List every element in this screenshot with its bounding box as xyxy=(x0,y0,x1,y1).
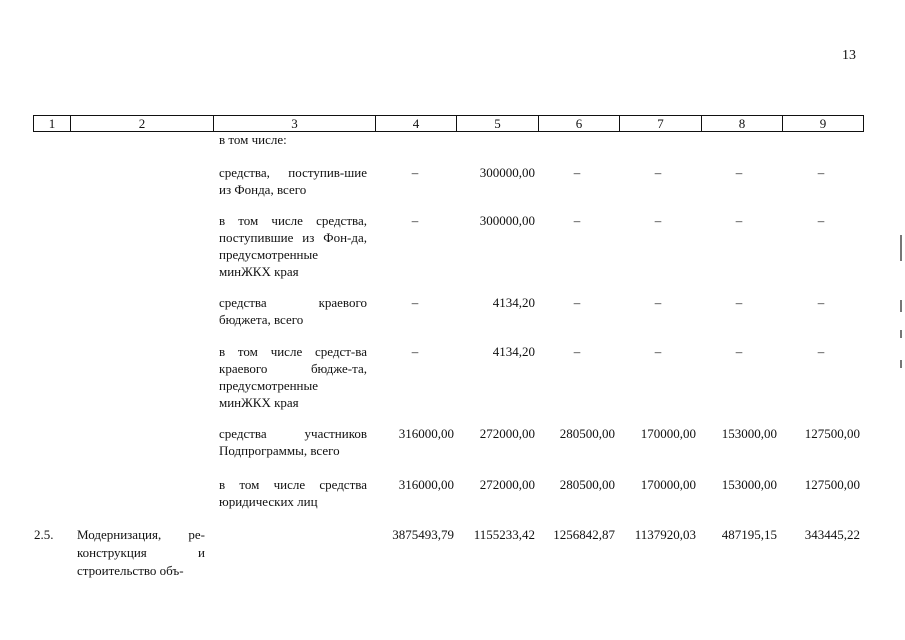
value-cell: – xyxy=(411,165,419,180)
value-cell: 127500,00 xyxy=(804,477,860,492)
value-cell: – xyxy=(411,344,419,359)
column-number: 9 xyxy=(782,116,864,131)
value-cell: – xyxy=(817,295,825,310)
column-number: 8 xyxy=(701,116,782,131)
value-cell: – xyxy=(735,165,743,180)
value-cell: – xyxy=(817,213,825,228)
column-number: 7 xyxy=(619,116,701,131)
row-description: средства, поступив-шие из Фонда, всего xyxy=(219,165,367,197)
value-cell: 153000,00 xyxy=(721,477,777,492)
value-cell: 272000,00 xyxy=(479,477,535,492)
row-description: средства участников Подпрограммы, всего xyxy=(219,426,367,458)
value-cell: – xyxy=(573,295,581,310)
value-cell: 316000,00 xyxy=(398,477,454,492)
value-cell: 280500,00 xyxy=(559,477,615,492)
value-cell: 170000,00 xyxy=(640,477,696,492)
value-cell: 127500,00 xyxy=(804,426,860,441)
column-number: 6 xyxy=(538,116,619,131)
column-number: 3 xyxy=(213,116,375,131)
value-cell: – xyxy=(654,344,662,359)
value-cell: 280500,00 xyxy=(559,426,615,441)
value-cell: – xyxy=(735,213,743,228)
value-cell: – xyxy=(654,213,662,228)
row-description: в том числе: xyxy=(219,132,287,147)
column-number: 4 xyxy=(375,116,456,131)
item-name: Модернизация, ре-конструкция и строительство объ- xyxy=(77,527,205,578)
row-description: средства краевого бюджета, всего xyxy=(219,295,367,327)
value-cell: 153000,00 xyxy=(721,426,777,441)
row-description: в том числе средства, поступившие из Фон-да, предусмотренные минЖКХ края xyxy=(219,213,367,279)
row-description: в том числе средст-ва краевого бюдже-та, предусмотренные минЖКХ края xyxy=(219,344,367,410)
value-cell: 4134,20 xyxy=(492,295,535,310)
value-cell: – xyxy=(654,295,662,310)
column-number: 2 xyxy=(70,116,213,131)
row-description: в том числе средства юридических лиц xyxy=(219,477,367,509)
value-cell: – xyxy=(735,344,743,359)
value-cell: – xyxy=(573,165,581,180)
scan-edge-marks xyxy=(900,160,905,460)
value-cell: 3875493,79 xyxy=(392,527,454,542)
value-cell: 343445,22 xyxy=(804,527,860,542)
value-cell: 1155233,42 xyxy=(473,527,535,542)
value-cell: – xyxy=(411,295,419,310)
value-cell: 1256842,87 xyxy=(553,527,615,542)
value-cell: – xyxy=(735,295,743,310)
column-number: 1 xyxy=(33,116,70,131)
value-cell: 170000,00 xyxy=(640,426,696,441)
value-cell: 316000,00 xyxy=(398,426,454,441)
value-cell: 487195,15 xyxy=(721,527,777,542)
value-cell: – xyxy=(573,344,581,359)
value-cell: 300000,00 xyxy=(479,165,535,180)
item-number: 2.5. xyxy=(34,527,54,542)
value-cell: – xyxy=(654,165,662,180)
value-cell: 4134,20 xyxy=(492,344,535,359)
value-cell: 300000,00 xyxy=(479,213,535,228)
column-number-header xyxy=(33,115,864,132)
value-cell: 272000,00 xyxy=(479,426,535,441)
value-cell: 1137920,03 xyxy=(634,527,696,542)
value-cell: – xyxy=(411,213,419,228)
value-cell: – xyxy=(817,344,825,359)
column-number: 5 xyxy=(456,116,538,131)
value-cell: – xyxy=(817,165,825,180)
value-cell: – xyxy=(573,213,581,228)
page-number: 13 xyxy=(842,48,856,63)
